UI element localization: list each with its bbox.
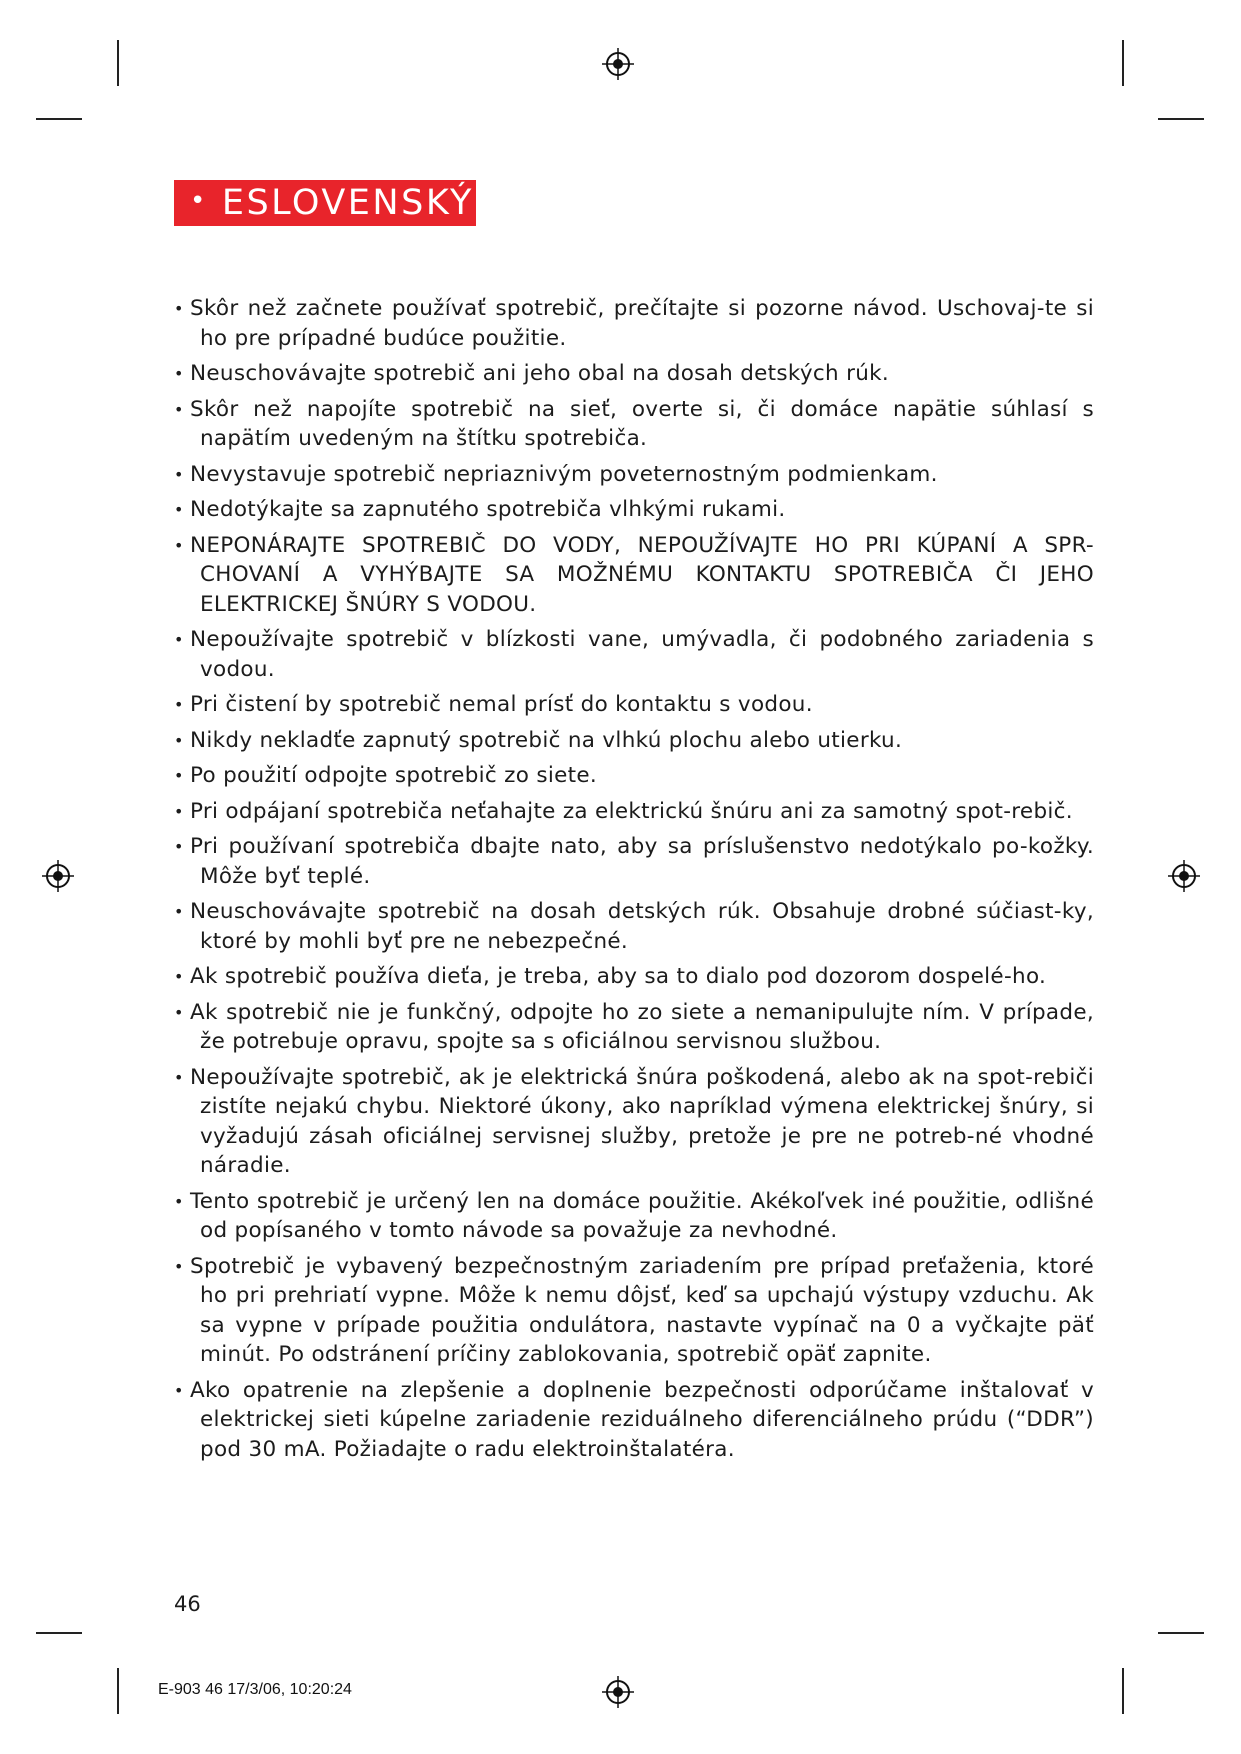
section-header (174, 180, 476, 226)
header-bullet: • (190, 186, 208, 216)
crop-mark (117, 40, 119, 86)
list-item: • Spotrebič je vybavený bezpečnostným zariadením pre prípad preťaženia, ktoré ho pri prehriatí vypne. Môže k nemu dôjsť, keď sa upchajú výstupy vzduchu. Ak sa vypne v prípade použitia ondulátora, nastavte vypínač na 0 a vyčkajte päť minút. Po odstránení príčiny zablokovania, spotrebič opäť zapnite. (174, 1252, 1094, 1370)
crop-mark (1122, 40, 1124, 86)
registration-mark-icon (1168, 860, 1200, 892)
list-item: • NEPONÁRAJTE SPOTREBIČ DO VODY, NEPOUŽÍVAJTE HO PRI KÚPANÍ A SPR-CHOVANÍ A VYHÝBAJTE SA MOŽNÉMU KONTAKTU SPOTREBIČA ČI JEHO ELEKTRICKEJ ŠNÚRY S VODOU. (174, 531, 1094, 620)
crop-mark (117, 1668, 119, 1714)
list-item: • Pri odpájaní spotrebiča neťahajte za elektrickú šnúru ani za samotný spot-rebič. (174, 797, 1094, 827)
list-item: • Ak spotrebič používa dieťa, je treba, aby sa to dialo pod dozorom dospelé-ho. (174, 962, 1094, 992)
crop-mark (1158, 118, 1204, 120)
list-item: • Skôr než napojíte spotrebič na sieť, overte si, či domáce napätie súhlasí s napätím uvedeným na štítku spotrebiča. (174, 395, 1094, 454)
list-item: • Nikdy nekladťe zapnutý spotrebič na vlhkú plochu alebo utierku. (174, 726, 1094, 756)
crop-mark (1158, 1632, 1204, 1634)
list-item: • Po použití odpojte spotrebič zo siete. (174, 761, 1094, 791)
crop-mark (1122, 1668, 1124, 1714)
print-slug: E-903 46 17/3/06, 10:20:24 (158, 1681, 352, 1698)
list-item: • Neuschovávajte spotrebič ani jeho obal na dosah detských rúk. (174, 359, 1094, 389)
registration-mark-icon (602, 1676, 634, 1708)
list-item: • Skôr než začnete používať spotrebič, prečítajte si pozorne návod. Uschovaj-te si ho pre prípadné budúce použitie. (174, 294, 1094, 353)
list-item: • Ak spotrebič nie je funkčný, odpojte ho zo siete a nemanipulujte ním. V prípade, že potrebuje opravu, spojte sa s oficiálnou servisnou službou. (174, 998, 1094, 1057)
list-item: • Pri čistení by spotrebič nemal prísť do kontaktu s vodou. (174, 690, 1094, 720)
list-item: • Nepoužívajte spotrebič, ak je elektrická šnúra poškodená, alebo ak na spot-rebiči zistíte nejakú chybu. Niektoré úkony, ako napríklad výmena elektrickej šnúry, si vyžadujú zásah oficiálnej servisnej služby, pretože je pre ne potreb-né vhodné náradie. (174, 1063, 1094, 1181)
section-title: ESLOVENSKÝ (221, 183, 474, 223)
crop-mark (36, 1632, 82, 1634)
list-item: • Pri používaní spotrebiča dbajte nato, aby sa príslušenstvo nedotýkalo po-kožky. Môže byť teplé. (174, 832, 1094, 891)
list-item: • Nevystavuje spotrebič nepriaznivým poveternostným podmienkam. (174, 460, 1094, 490)
registration-mark-icon (602, 48, 634, 80)
list-item: • Nedotýkajte sa zapnutého spotrebiča vlhkými rukami. (174, 495, 1094, 525)
list-item: • Ako opatrenie na zlepšenie a doplnenie bezpečnosti odporúčame inštalovať v elektrickej sieti kúpelne zariadenie reziduálneho diferenciálneho prúdu (“DDR”) pod 30 mA. Požiadajte o radu elektroinštalatéra. (174, 1376, 1094, 1465)
list-item: • Tento spotrebič je určený len na domáce použitie. Akékoľvek iné použitie, odlišné od popísaného v tomto návode sa považuje za nevhodné. (174, 1187, 1094, 1246)
page-number: 46 (174, 1592, 201, 1616)
safety-instructions-list (174, 294, 1094, 1470)
list-item: • Nepoužívajte spotrebič v blízkosti vane, umývadla, či podobného zariadenia s vodou. (174, 625, 1094, 684)
crop-mark (36, 118, 82, 120)
registration-mark-icon (42, 860, 74, 892)
list-item: • Neuschovávajte spotrebič na dosah detských rúk. Obsahuje drobné súčiast-ky, ktoré by mohli byť pre ne nebezpečné. (174, 897, 1094, 956)
